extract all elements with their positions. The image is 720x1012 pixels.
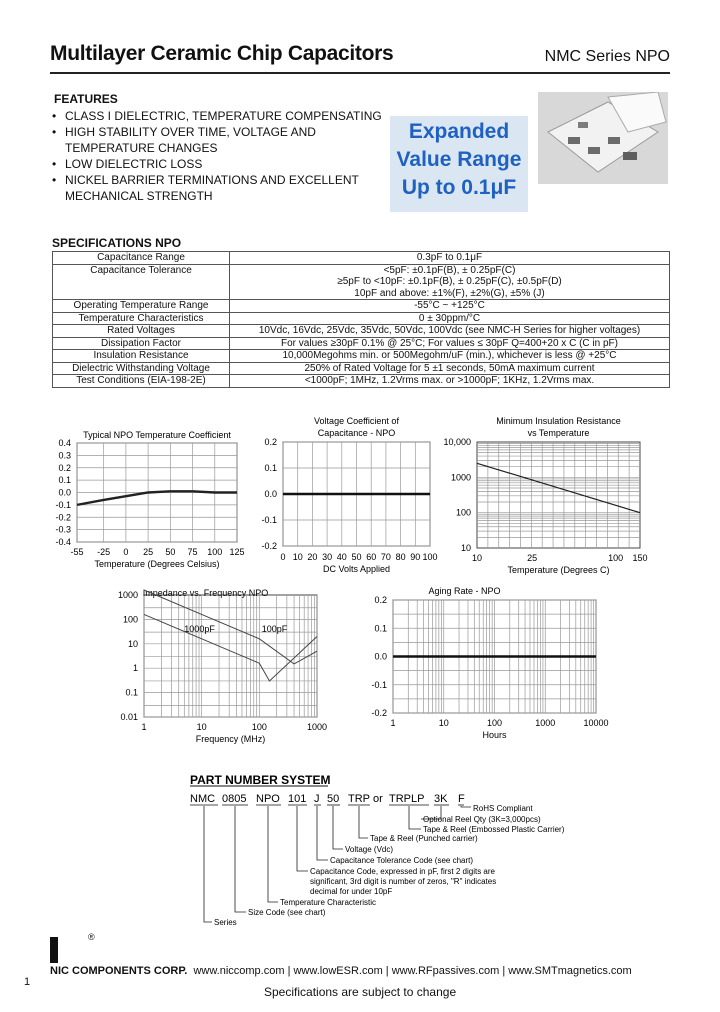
pn-leader xyxy=(268,806,278,902)
y-tick-label: 100 xyxy=(122,614,138,625)
pn-leader xyxy=(409,806,421,829)
x-tick-label: 20 xyxy=(307,552,318,562)
y-tick-label: -0.1 xyxy=(261,515,277,525)
pn-label: Size Code (see chart) xyxy=(248,908,326,917)
table-row: Insulation Resistance 10,000Megohms min. or 500Megohm/uF (min.), whichever is less @ +25°C xyxy=(53,350,670,363)
pn-leader xyxy=(235,806,246,912)
x-tick-label: 100 xyxy=(486,718,503,728)
chart-title-line: Minimum Insulation Resistance xyxy=(496,416,621,426)
x-tick-label: 10 xyxy=(292,552,303,562)
y-tick-label: 0.0 xyxy=(264,489,277,499)
chart-title-line: Capacitance - NPO xyxy=(317,428,396,438)
charts-area xyxy=(0,410,720,750)
feature-item: • HIGH STABILITY OVER TIME, VOLTAGE AND TEMPERATURE CHANGES xyxy=(52,125,316,155)
x-axis-label: DC Volts Applied xyxy=(322,564,391,574)
x-tick-label: 0 xyxy=(123,547,129,557)
y-tick-label: 0.01 xyxy=(120,712,138,722)
y-tick-label: 0.4 xyxy=(58,438,71,448)
pn-leader xyxy=(461,806,471,807)
pns-heading: PART NUMBER SYSTEM xyxy=(190,774,331,787)
x-tick-label: 90 xyxy=(410,552,421,562)
x-tick-label: 80 xyxy=(395,552,406,562)
y-tick-label: 0.2 xyxy=(264,437,277,447)
pn-label: decimal for under 10pF xyxy=(310,887,393,896)
specifications-heading: SPECIFICATIONS NPO xyxy=(52,236,182,250)
table-row: Test Conditions (EIA-198-2E) <1000pF; 1MHz, 1.2Vrms max. or >1000pF; 1KHz, 1.2Vrms max. xyxy=(53,375,670,388)
series-label: NMC Series NPO xyxy=(544,48,670,65)
pn-code: or xyxy=(373,793,383,805)
specifications-table xyxy=(52,251,670,388)
pn-label: Optional Reel Qty (3K=3,000pcs) xyxy=(423,815,541,824)
plot-frame xyxy=(477,442,640,548)
y-tick-label: 1000 xyxy=(117,590,138,600)
table-row: Operating Temperature Range -55°C ~ +125°C xyxy=(53,300,670,313)
chart-1 xyxy=(55,430,244,569)
feature-item: • NICKEL BARRIER TERMINATIONS AND EXCELLENT MECHANICAL STRENGTH xyxy=(52,173,359,203)
x-tick-label: 50 xyxy=(165,547,176,557)
table-row: Capacitance Tolerance <5pF: ±0.1pF(B), ± 0.25pF(C) ≥5pF to <10pF: ±0.1pF(B), ± 0.25pF(C), ±0.5pF(D) 10pF and above: ±1%(F), ±2%(G), ±5% (J) xyxy=(53,264,670,300)
pn-label: RoHS Compliant xyxy=(473,804,533,813)
company-name: NIC COMPONENTS CORP. xyxy=(50,965,188,977)
pn-label: Voltage (Vdc) xyxy=(345,845,394,854)
x-tick-label: 1 xyxy=(141,722,147,732)
plot-frame xyxy=(144,595,317,717)
y-tick-label: 0.1 xyxy=(125,687,138,698)
footer-line xyxy=(50,965,632,977)
pn-code: 101 xyxy=(288,793,307,805)
x-axis-label: Hours xyxy=(482,730,507,740)
chart-title-line: Voltage Coefficient of xyxy=(314,416,399,426)
x-tick-label: 25 xyxy=(143,547,154,557)
y-tick-label: 10 xyxy=(460,543,471,553)
y-tick-label: 0.2 xyxy=(374,595,387,605)
table-row: Rated Voltages 10Vdc, 16Vdc, 25Vdc, 35Vdc, 50Vdc, 100Vdc (see NMC-H Series for higher voltages) xyxy=(53,325,670,338)
x-tick-label: 1000 xyxy=(306,722,328,732)
y-tick-label: 0.0 xyxy=(374,651,387,662)
x-tick-label: 125 xyxy=(229,547,245,557)
footer-links[interactable]: www.niccomp.com | www.lowESR.com | www.RFpassives.com | www.SMTmagnetics.com xyxy=(193,965,632,977)
y-tick-label: 10 xyxy=(127,638,138,649)
y-tick-label: -0.4 xyxy=(55,537,71,547)
annotation-label: 1000pF xyxy=(184,624,215,635)
x-tick-label: 150 xyxy=(632,553,648,563)
page-number: 1 xyxy=(24,976,31,988)
expanded-range-badge: Expanded Value Range Up to 0.1μF xyxy=(390,116,528,212)
chart-5 xyxy=(371,586,608,740)
pn-label: Tape & Reel (Embossed Plastic Carrier) xyxy=(423,825,565,834)
pn-code: F xyxy=(458,793,465,805)
x-tick-label: 100 xyxy=(608,553,624,563)
x-tick-label: -55 xyxy=(70,547,84,557)
chart-4 xyxy=(118,588,327,744)
pn-leader xyxy=(333,806,343,849)
pn-code: 3K xyxy=(434,793,448,805)
company-logo xyxy=(50,937,58,963)
features-list xyxy=(52,108,392,204)
pn-label: Tape & Reel (Punched carrier) xyxy=(370,834,478,843)
pn-code: NPO xyxy=(256,793,280,805)
x-tick-label: 40 xyxy=(336,552,347,562)
x-axis-label: Temperature (Degrees Celsius) xyxy=(94,559,220,569)
pn-label: Capacitance Tolerance Code (see chart) xyxy=(330,856,474,865)
x-tick-label: 10000 xyxy=(583,718,609,728)
x-tick-label: 100 xyxy=(207,547,223,557)
pn-label: significant, 3rd digit is number of zeros, "R" indicates xyxy=(310,877,497,886)
chart-title: Typical NPO Temperature Coefficient xyxy=(83,430,231,440)
features-heading: FEATURES xyxy=(54,92,118,106)
pn-leader xyxy=(297,806,308,871)
chart-title: Aging Rate - NPO xyxy=(428,586,501,596)
pn-code: J xyxy=(314,793,320,805)
x-tick-label: 10 xyxy=(438,718,449,728)
chart-2 xyxy=(261,416,437,574)
pn-leader xyxy=(204,806,212,922)
page-title: Multilayer Ceramic Chip Capacitors xyxy=(50,42,394,65)
pn-code: TRPLP xyxy=(389,793,425,805)
chart-title-line: vs Temperature xyxy=(527,428,590,438)
y-tick-label: 0.1 xyxy=(264,463,277,473)
x-tick-label: 1 xyxy=(390,718,396,728)
pn-code: TRP xyxy=(348,793,370,805)
x-tick-label: 10 xyxy=(196,722,207,732)
y-tick-label: -0.2 xyxy=(55,512,71,523)
x-tick-label: 0 xyxy=(280,552,286,562)
y-tick-label: 0.0 xyxy=(58,487,71,498)
chart-title: Impedance vs. Frequency NPO xyxy=(142,588,269,598)
y-tick-label: 1 xyxy=(132,663,138,674)
disclaimer-note: Specifications are subject to change xyxy=(264,985,457,999)
x-tick-label: 25 xyxy=(527,553,538,563)
pn-label: Capacitance Code, expressed in pF, first 2 digits are xyxy=(310,867,495,876)
x-axis-label: Frequency (MHz) xyxy=(195,734,266,744)
y-tick-label: 100 xyxy=(455,507,471,518)
table-row: Temperature Characteristics 0 ± 30ppm/°C xyxy=(53,312,670,325)
y-tick-label: -0.2 xyxy=(371,708,387,718)
product-photo xyxy=(538,92,668,184)
x-tick-label: 70 xyxy=(380,552,391,562)
x-tick-label: 100 xyxy=(422,552,438,562)
pn-label: Temperature Characteristic xyxy=(280,898,377,907)
y-tick-label: 10,000 xyxy=(443,437,471,447)
y-tick-label: -0.2 xyxy=(261,541,277,551)
y-tick-label: 1000 xyxy=(450,472,471,483)
y-tick-label: 0.3 xyxy=(58,450,71,461)
x-axis-label: Temperature (Degrees C) xyxy=(507,565,610,575)
x-tick-label: 50 xyxy=(351,552,362,562)
y-tick-label: -0.3 xyxy=(55,524,71,535)
table-row: Dielectric Withstanding Voltage 250% of Rated Voltage for 5 ±1 seconds, 50mA maximum current xyxy=(53,362,670,375)
pn-leader xyxy=(359,806,368,838)
table-row: Dissipation Factor For values ≥30pF 0.1% @ 25°C; For values ≤ 30pF Q=400+20 x C (C in pF) xyxy=(53,337,670,350)
x-tick-label: 60 xyxy=(366,552,377,562)
pn-code: 50 xyxy=(327,793,340,805)
x-tick-label: 30 xyxy=(322,552,333,562)
y-tick-label: 0.2 xyxy=(58,462,71,473)
pn-leader xyxy=(317,806,328,860)
feature-item: • LOW DIELECTRIC LOSS xyxy=(52,157,203,171)
feature-item: • CLASS I DIELECTRIC, TEMPERATURE COMPENSATING xyxy=(52,109,382,123)
x-tick-label: -25 xyxy=(97,547,111,557)
pn-label: Series xyxy=(214,918,237,927)
pn-code: NMC xyxy=(190,793,216,805)
y-tick-label: 0.1 xyxy=(58,475,71,486)
y-tick-label: 0.1 xyxy=(374,623,387,634)
part-number-system xyxy=(190,774,590,934)
x-tick-label: 1000 xyxy=(535,718,556,728)
y-tick-label: -0.1 xyxy=(371,679,387,690)
x-tick-label: 10 xyxy=(471,553,483,563)
x-tick-label: 100 xyxy=(251,722,267,732)
y-tick-label: -0.1 xyxy=(55,499,71,510)
header-divider xyxy=(50,72,670,74)
annotation-label: 100pF xyxy=(261,624,288,635)
chart-3 xyxy=(443,416,647,575)
x-tick-label: 75 xyxy=(187,547,198,557)
registered-mark: ® xyxy=(88,932,95,942)
pn-code: 0805 xyxy=(222,793,247,805)
table-row: Capacitance Range 0.3pF to 0.1μF xyxy=(53,252,670,265)
